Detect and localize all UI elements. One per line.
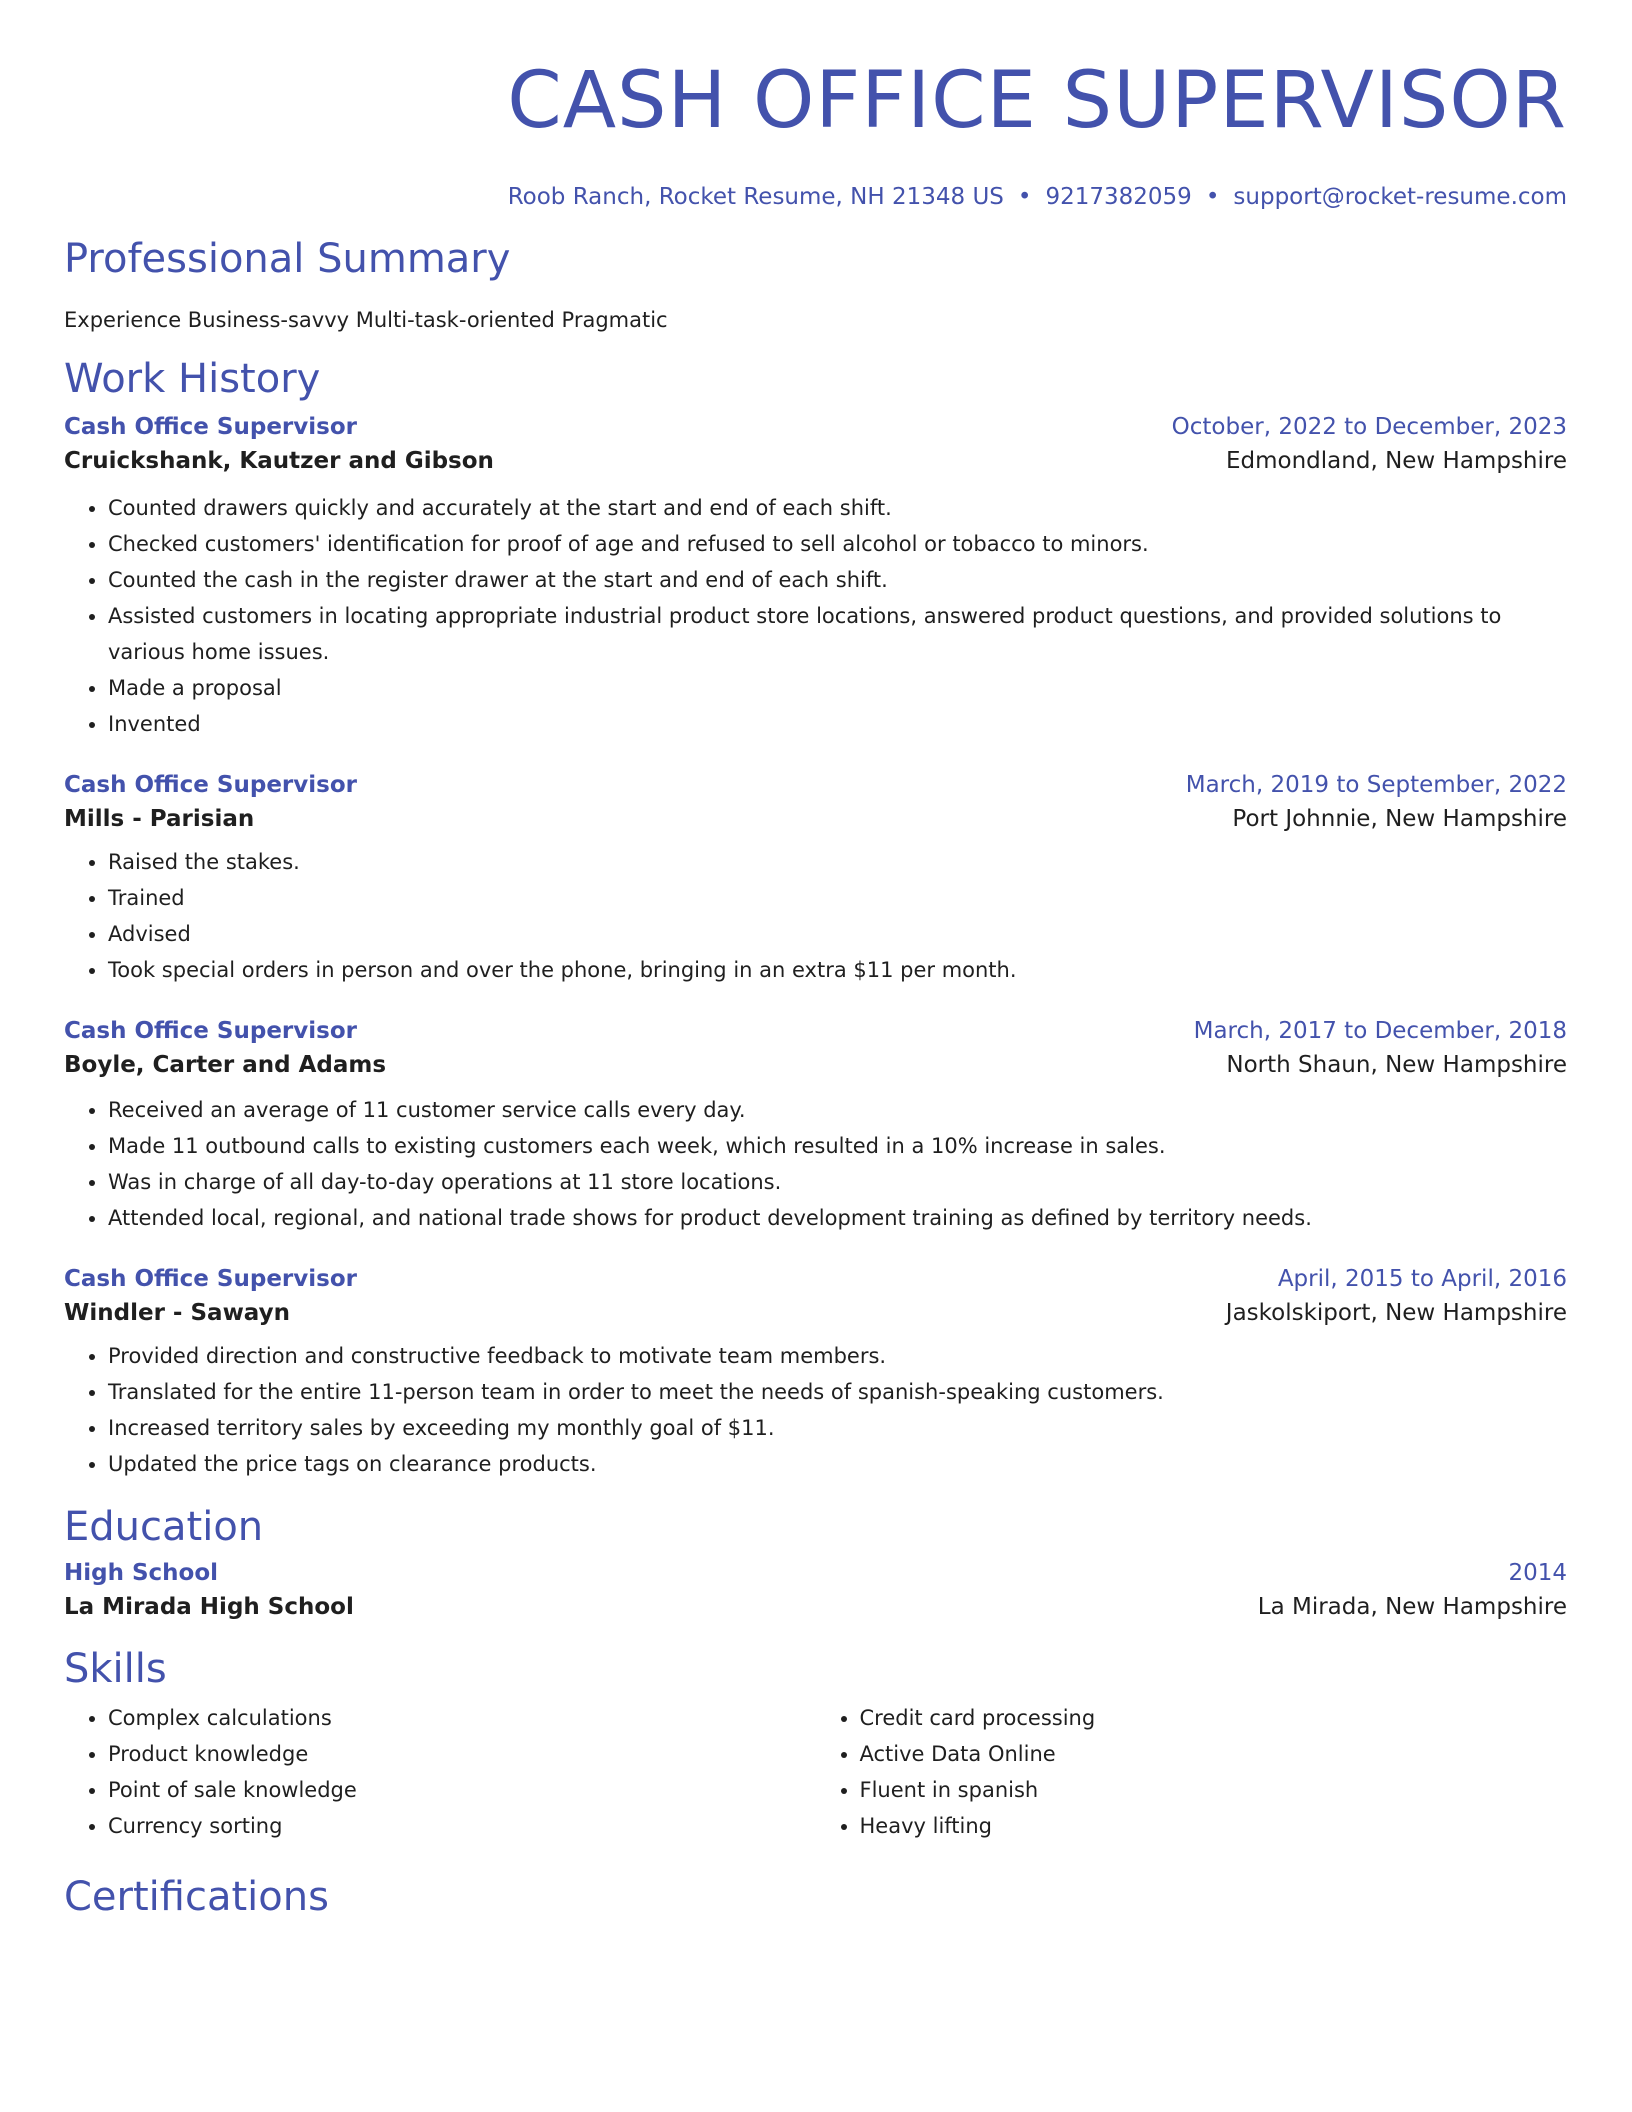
contact-address: Roob Ranch, Rocket Resume, NH 21348 US — [507, 184, 1004, 210]
job-employer-row — [64, 806, 1567, 832]
summary-text: Experience Business-savvy Multi-task-oriented Pragmatic — [64, 308, 668, 332]
contact-separator: • — [1017, 184, 1032, 210]
job-location: Edmondland, New Hampshire — [1226, 448, 1567, 474]
job-dates: October, 2022 to December, 2023 — [1171, 414, 1567, 440]
job-bullet: • Translated for the entire 11-person team in order to meet the needs of spanish-speaking customers. — [108, 1374, 1567, 1410]
skill-item: • Credit card processing — [860, 1700, 1568, 1736]
job-bullet: • Trained — [108, 880, 1567, 916]
skills-list-right — [816, 1700, 1568, 1844]
skill-item: • Point of sale knowledge — [108, 1772, 816, 1808]
job-employer: Windler - Sawayn — [64, 1300, 290, 1326]
job-entry — [64, 1018, 1567, 1236]
job-title-row — [64, 414, 1567, 440]
job-bullet: • Took special orders in person and over the phone, bringing in an extra $11 per month. — [108, 952, 1567, 988]
job-title-row — [64, 1266, 1567, 1292]
education-degree: High School — [64, 1560, 219, 1586]
job-bullets — [64, 1338, 1567, 1482]
skill-item: • Currency sorting — [108, 1808, 816, 1844]
job-entry — [64, 772, 1567, 988]
job-bullet: • Updated the price tags on clearance products. — [108, 1446, 1567, 1482]
job-bullet: • Checked customers' identification for proof of age and refused to sell alcohol or tobacco to minors. — [108, 526, 1567, 562]
education-school-row — [64, 1594, 1567, 1620]
job-entry — [64, 1266, 1567, 1482]
job-bullet: • Attended local, regional, and national trade shows for product development training as defined by territory needs. — [108, 1200, 1567, 1236]
job-bullet: • Raised the stakes. — [108, 844, 1567, 880]
job-dates: March, 2017 to December, 2018 — [1193, 1018, 1567, 1044]
job-bullet: • Counted the cash in the register drawer at the start and end of each shift. — [108, 562, 1567, 598]
job-bullets — [64, 490, 1567, 742]
job-title: Cash Office Supervisor — [64, 1018, 357, 1044]
contact-phone: 9217382059 — [1045, 184, 1192, 210]
job-title-row — [64, 772, 1567, 798]
job-bullet: • Made a proposal — [108, 670, 1567, 706]
job-bullet: • Provided direction and constructive feedback to motivate team members. — [108, 1338, 1567, 1374]
contact-separator: • — [1205, 184, 1220, 210]
job-employer-row — [64, 1052, 1567, 1078]
job-employer: Cruickshank, Kautzer and Gibson — [64, 448, 494, 474]
job-bullet: • Received an average of 11 customer service calls every day. — [108, 1092, 1567, 1128]
resume-page — [64, 0, 1567, 1920]
education-location: La Mirada, New Hampshire — [1257, 1594, 1567, 1620]
job-entry — [64, 414, 1567, 742]
job-bullet: • Was in charge of all day-to-day operations at 11 store locations. — [108, 1164, 1567, 1200]
job-employer: Mills - Parisian — [64, 806, 255, 832]
job-bullets — [64, 1092, 1567, 1236]
job-title: Cash Office Supervisor — [64, 772, 357, 798]
skill-item: • Complex calculations — [108, 1700, 816, 1736]
resume-name: CASH OFFICE SUPERVISOR — [507, 56, 1567, 146]
job-bullet: • Assisted customers in locating appropriate industrial product store locations, answered product questions, and provided solutions to various home issues. — [108, 598, 1567, 670]
job-bullet: • Made 11 outbound calls to existing customers each week, which resulted in a 10% increase in sales. — [108, 1128, 1567, 1164]
skills-list-left — [64, 1700, 816, 1844]
job-title: Cash Office Supervisor — [64, 1266, 357, 1292]
certifications-heading: Certifications — [64, 1874, 329, 1920]
education-year: 2014 — [1508, 1560, 1567, 1586]
job-dates: April, 2015 to April, 2016 — [1277, 1266, 1567, 1292]
job-bullet: • Counted drawers quickly and accurately at the start and end of each shift. — [108, 490, 1567, 526]
job-location: Jaskolskiport, New Hampshire — [1225, 1300, 1567, 1326]
job-location: North Shaun, New Hampshire — [1226, 1052, 1567, 1078]
work-history-heading: Work History — [64, 356, 321, 402]
job-title: Cash Office Supervisor — [64, 414, 357, 440]
job-employer-row — [64, 1300, 1567, 1326]
job-location: Port Johnnie, New Hampshire — [1232, 806, 1567, 832]
job-title-row — [64, 1018, 1567, 1044]
summary-heading: Professional Summary — [64, 236, 511, 282]
contact-email[interactable]: support@rocket-resume.com — [1233, 184, 1567, 210]
job-employer-row — [64, 448, 1567, 474]
job-bullet: • Invented — [108, 706, 1567, 742]
education-heading: Education — [64, 1504, 264, 1550]
skill-item: • Heavy lifting — [860, 1808, 1568, 1844]
job-dates: March, 2019 to September, 2022 — [1185, 772, 1567, 798]
skills-grid — [64, 1700, 1567, 1844]
skill-item: • Active Data Online — [860, 1736, 1568, 1772]
job-bullet: • Increased territory sales by exceeding my monthly goal of $11. — [108, 1410, 1567, 1446]
contact-line — [64, 184, 1567, 210]
skill-item: • Product knowledge — [108, 1736, 816, 1772]
education-school: La Mirada High School — [64, 1594, 354, 1620]
job-bullet: • Advised — [108, 916, 1567, 952]
education-entry — [64, 1560, 1567, 1620]
education-degree-row — [64, 1560, 1567, 1586]
skill-item: • Fluent in spanish — [860, 1772, 1568, 1808]
skills-heading: Skills — [64, 1646, 167, 1692]
job-bullets — [64, 844, 1567, 988]
job-employer: Boyle, Carter and Adams — [64, 1052, 387, 1078]
